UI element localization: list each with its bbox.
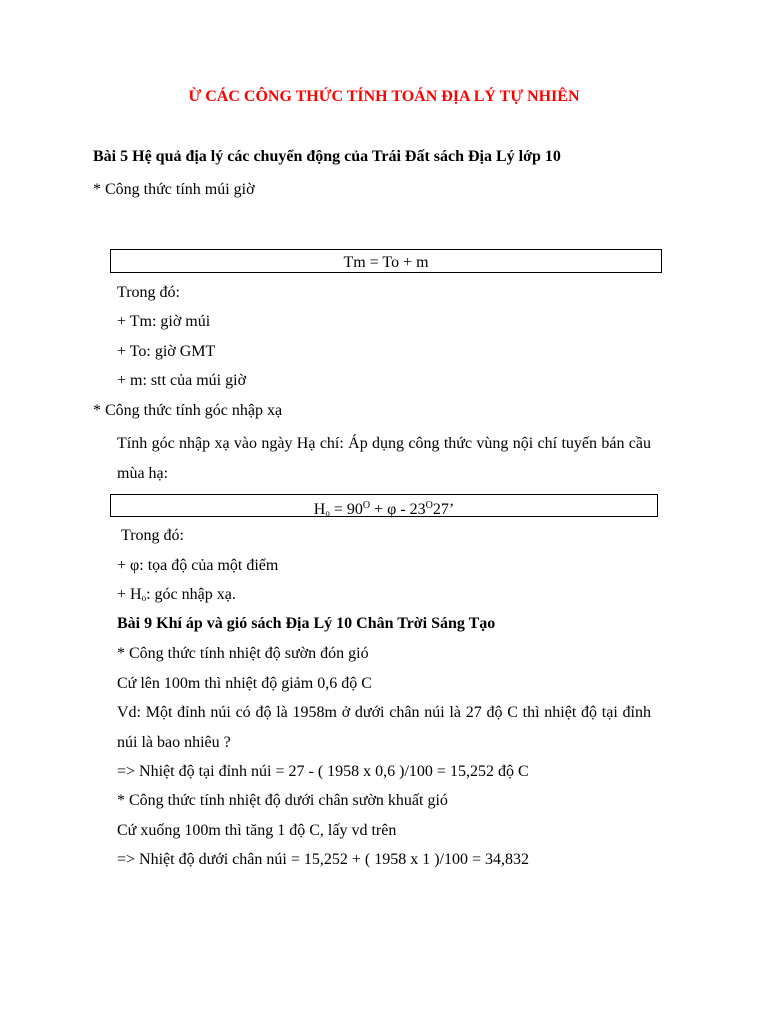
angle-formula-box xyxy=(110,494,658,517)
definition-ho-subscript: o xyxy=(141,593,147,603)
leeward-formula-title: * Công thức tính nhiệt độ dưới chân sườn khuất gió xyxy=(117,792,448,809)
timezone-formula: Tm = To + m xyxy=(343,254,429,271)
document-title: Ừ CÁC CÔNG THỨC TÍNH TOÁN ĐỊA LÝ TỰ NHIÊN xyxy=(188,88,580,105)
windward-rule: Cứ lên 100m thì nhiệt độ giảm 0,6 độ C xyxy=(117,675,372,692)
angle-formula-h: H xyxy=(313,501,326,518)
definition-tm: + Tm: giờ múi xyxy=(117,313,211,330)
angle-formula-tail: 27’ xyxy=(432,501,455,518)
definition-to: + To: giờ GMT xyxy=(117,343,216,360)
section-heading-bai-5: Bài 5 Hệ quả địa lý các chuyển động của Trái Đất sách Địa Lý lớp 10 xyxy=(93,148,561,165)
leeward-answer: => Nhiệt độ dưới chân núi = 15,252 + ( 1958 x 1 )/100 = 34,832 xyxy=(117,851,529,868)
definition-ho xyxy=(117,585,236,608)
angle-formula-degree-2: O xyxy=(425,500,433,511)
definition-ho-prefix: + H xyxy=(117,586,142,603)
section-heading-bai-9: Bài 9 Khí áp và gió sách Địa Lý 10 Chân Trời Sáng Tạo xyxy=(117,615,496,632)
windward-formula-title: * Công thức tính nhiệt độ sườn đón gió xyxy=(117,645,369,662)
definition-ho-suffix: : góc nhập xạ. xyxy=(146,586,236,603)
timezone-formula-title: * Công thức tính múi giờ xyxy=(93,181,255,198)
angle-where-label: Trong đó: xyxy=(121,527,184,544)
leeward-rule: Cứ xuống 100m thì tăng 1 độ C, lấy vd trên xyxy=(117,822,397,839)
example-answer: => Nhiệt độ tại đỉnh núi = 27 - ( 1958 x 0,6 )/100 = 15,252 độ C xyxy=(117,763,529,780)
angle-intro-paragraph: Tính góc nhập xạ vào ngày Hạ chí: Áp dụng công thức vùng nội chí tuyến bán cầu mùa hạ: xyxy=(117,435,651,482)
angle-formula-eq: = 90 xyxy=(329,501,363,518)
example-paragraph: Vd: Một đỉnh núi có độ là 1958m ở dưới chân núi là 27 độ C thì nhiệt độ tại đỉnh núi là bao nhiêu ? xyxy=(117,704,651,751)
timezone-formula-box xyxy=(110,249,662,273)
definition-m: + m: stt của múi giờ xyxy=(117,372,247,389)
where-label: Trong đó: xyxy=(117,284,180,301)
angle-formula-mid: + φ - 23 xyxy=(370,501,426,518)
angle-formula-title: * Công thức tính góc nhập xạ xyxy=(93,402,283,419)
angle-formula-h-subscript: o xyxy=(325,508,330,518)
angle-formula-degree-1: O xyxy=(362,500,371,511)
definition-phi: + φ: tọa độ của một điểm xyxy=(117,557,279,574)
